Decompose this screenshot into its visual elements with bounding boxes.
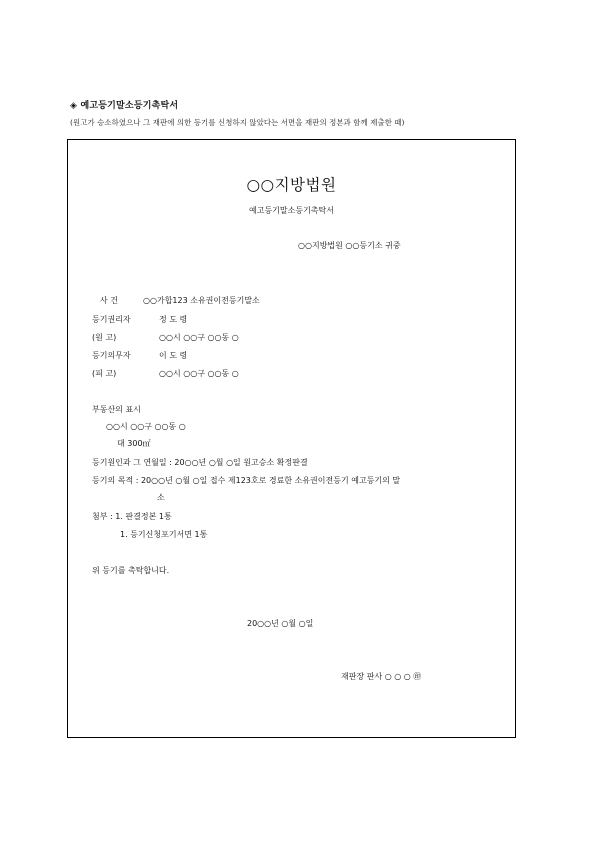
header-title: ◈ 예고등기말소등기촉탁서 xyxy=(70,101,179,111)
case-value: ○○가합123 소유권이전등기말소 xyxy=(143,296,260,305)
plaintiff-label: (원 고) xyxy=(92,333,117,342)
defendant-label: (피 고) xyxy=(92,369,117,378)
case-label: 사 건 xyxy=(100,296,118,305)
plaintiff-address: ○○시 ○○구 ○○동 ○ xyxy=(159,333,239,342)
court-name: ○○지방법원 xyxy=(246,176,337,194)
purpose-line-2: 소 xyxy=(157,493,165,502)
property-area: 대 300㎡ xyxy=(117,439,151,448)
property-label: 부동산의 표시 xyxy=(92,405,141,414)
obligor-label: 등기의무자 xyxy=(92,351,131,360)
recipient: ○○지방법원 ○○등기소 귀중 xyxy=(298,241,401,250)
defendant-address: ○○시 ○○구 ○○동 ○ xyxy=(159,369,239,378)
property-address: ○○시 ○○구 ○○동 ○ xyxy=(106,422,186,431)
cause-line: 등기원인과 그 연월일 : 20○○년 ○월 ○일 원고승소 확정판결 xyxy=(92,458,308,467)
document-date: 20○○년 ○월 ○일 xyxy=(247,619,314,628)
request-text: 위 등기를 촉탁합니다. xyxy=(92,566,170,575)
obligor-name: 이 도 령 xyxy=(159,351,188,360)
holder-name: 정 도 령 xyxy=(159,315,188,324)
header-note: (원고가 승소하였으나 그 재판에 의한 등기를 신청하지 않았다는 서면을 재판의 정본과 함께 제출한 때) xyxy=(70,118,405,127)
holder-label: 등기권리자 xyxy=(92,315,131,324)
attachment-line-2: 1. 등기신청포기서면 1통 xyxy=(120,530,208,539)
attachment-line-1: 첨부 : 1. 판결정본 1통 xyxy=(92,512,172,521)
document-title: 예고등기말소등기촉탁서 xyxy=(248,206,334,215)
purpose-line-1: 등기의 목적 : 20○○년 ○월 ○일 접수 제123호로 경료한 소유권이전등기 예고등기의 말 xyxy=(92,476,401,485)
judge-signature: 재판장 판사 ○ ○ ○ ㊞ xyxy=(341,672,422,681)
